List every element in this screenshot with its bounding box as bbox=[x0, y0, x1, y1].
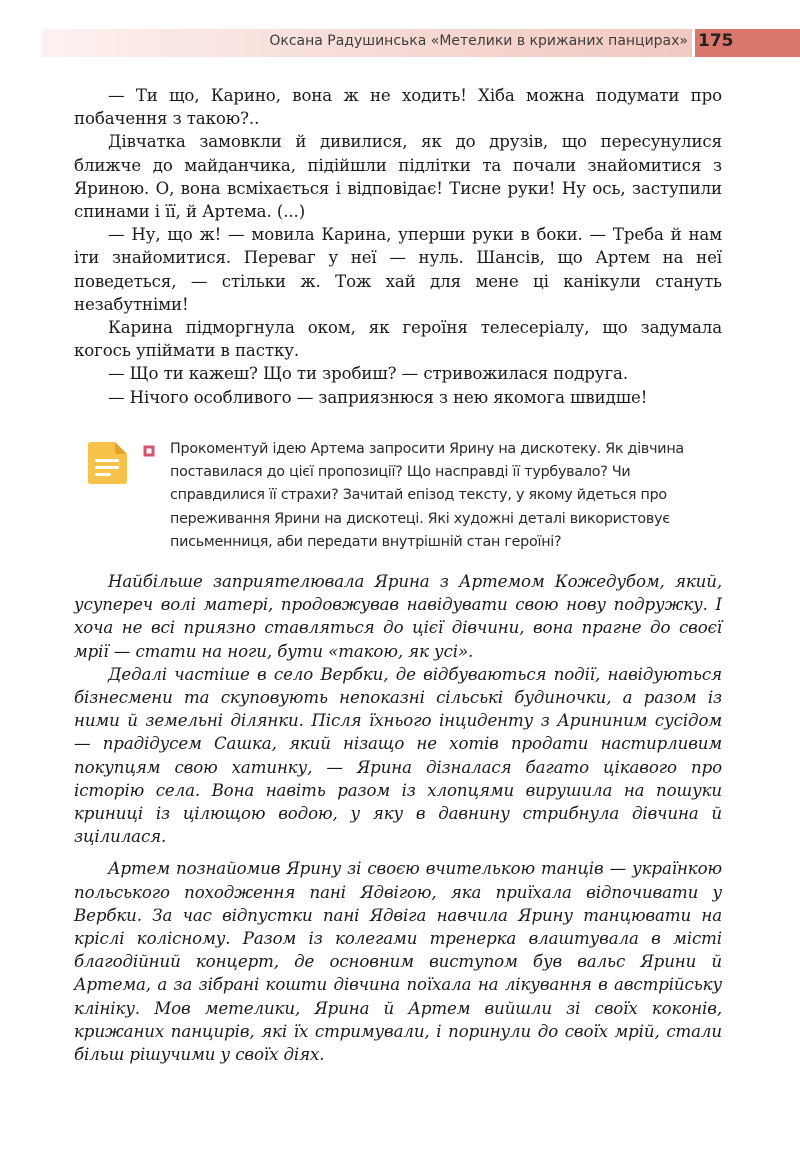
running-title: Оксана Радушинська «Метелики в крижаних панцирах» bbox=[269, 33, 688, 49]
story-paragraph: — Ну, що ж! — мовила Карина, уперши руки в боки. — Треба й нам іти знайомитися. Переваг у неї — нуль. Шансів, що Артем на неї поведеться, — стільки ж. Тож хай для мене ці канікули стануть незабутніми! bbox=[74, 225, 722, 314]
task-block bbox=[86, 438, 736, 558]
page-number: 175 bbox=[698, 31, 734, 51]
story-paragraph: Дівчатка замовкли й дивилися, як до друзів, що пересунулися ближче до майданчика, підійшли підлітки та почали знайомитися з Яриною. О, вона всміхається і відповідає! Тисне руки! Ну ось, заступили спинами і її, й Артема. (...) bbox=[74, 132, 722, 222]
pink-square-bullet-icon bbox=[143, 445, 155, 457]
summary-paragraph: Дедалі частіше в село Вербки, де відбуваються події, навідуються бізнесмени та скуповують непоказні сільські будиночки, а разом із ними й земельні ділянки. Після їхнього інциденту з Арининим сусідом — прадідусем Сашка, який нізащо не хотів продати настирливим покупцям свою хатинку, — Ярина дізналася багато цікавого про історію села. Вона навіть разом із хлопцями вирушила на пошуки криниці із цілющою водою, у яку в давнину стрибнула дівчина й зцілилася. bbox=[74, 664, 722, 847]
summary-paragraph: Найбільше заприятелювала Ярина з Артемом Кожедубом, який, усупереч волі матері, продовжував навідувати свою нову подружку. І хоча не всі приязно ставляться до цієї дівчини, вона прагне до своєї мрії — стати на ноги, бути «такою, як усі». bbox=[74, 572, 722, 661]
plot-summary bbox=[74, 570, 722, 1066]
task-question: Прокоментуй ідею Артема запросити Ярину на дискотеку. Як дівчина поставилася до цієї пропозиції? Що насправді її турбувало? Чи справдилися її страхи? Зачитай епізод тексту, у якому йдеться про переживання Ярини на дискотеці. Які художні деталі використовує письменниця, аби передати внутрішній стан героїні? bbox=[170, 441, 684, 550]
notepad-icon bbox=[86, 441, 128, 485]
story-paragraph: — Ти що, Карино, вона ж не ходить! Хіба можна подумати про побачення з такою?.. bbox=[74, 86, 722, 129]
story-paragraph: Карина підморгнула оком, як героїня телесеріалу, що задумала когось упіймати в пастку. bbox=[74, 318, 722, 361]
story-paragraph: — Нічого особливого — заприязнюся з нею якомога швидше! bbox=[108, 387, 648, 407]
story-paragraph: — Що ти кажеш? Що ти зробиш? — стривожилася подруга. bbox=[108, 364, 629, 384]
story-excerpt bbox=[74, 84, 722, 409]
summary-paragraph: Артем познайомив Ярину зі своєю вчителькою танців — українкою польського походження пані Ядвігою, яка приїхала відпочивати у Вербки. За час відпустки пані Ядвіга навчила Ярину танцювати на кріслі колісному. Разом із колегами тренерка влаштувала в місті благодійний концерт, де основним виступом був вальс Ярини й Артема, а за зібрані кошти дівчина поїхала на лікування в австрійську клініку. Мов метелики, Ярина й Артем вийшли зі своїх коконів, крижаних панцирів, які їх стримували, і поринули до своїх мрій, стали більш рішучими у своїх діях. bbox=[74, 859, 722, 1065]
